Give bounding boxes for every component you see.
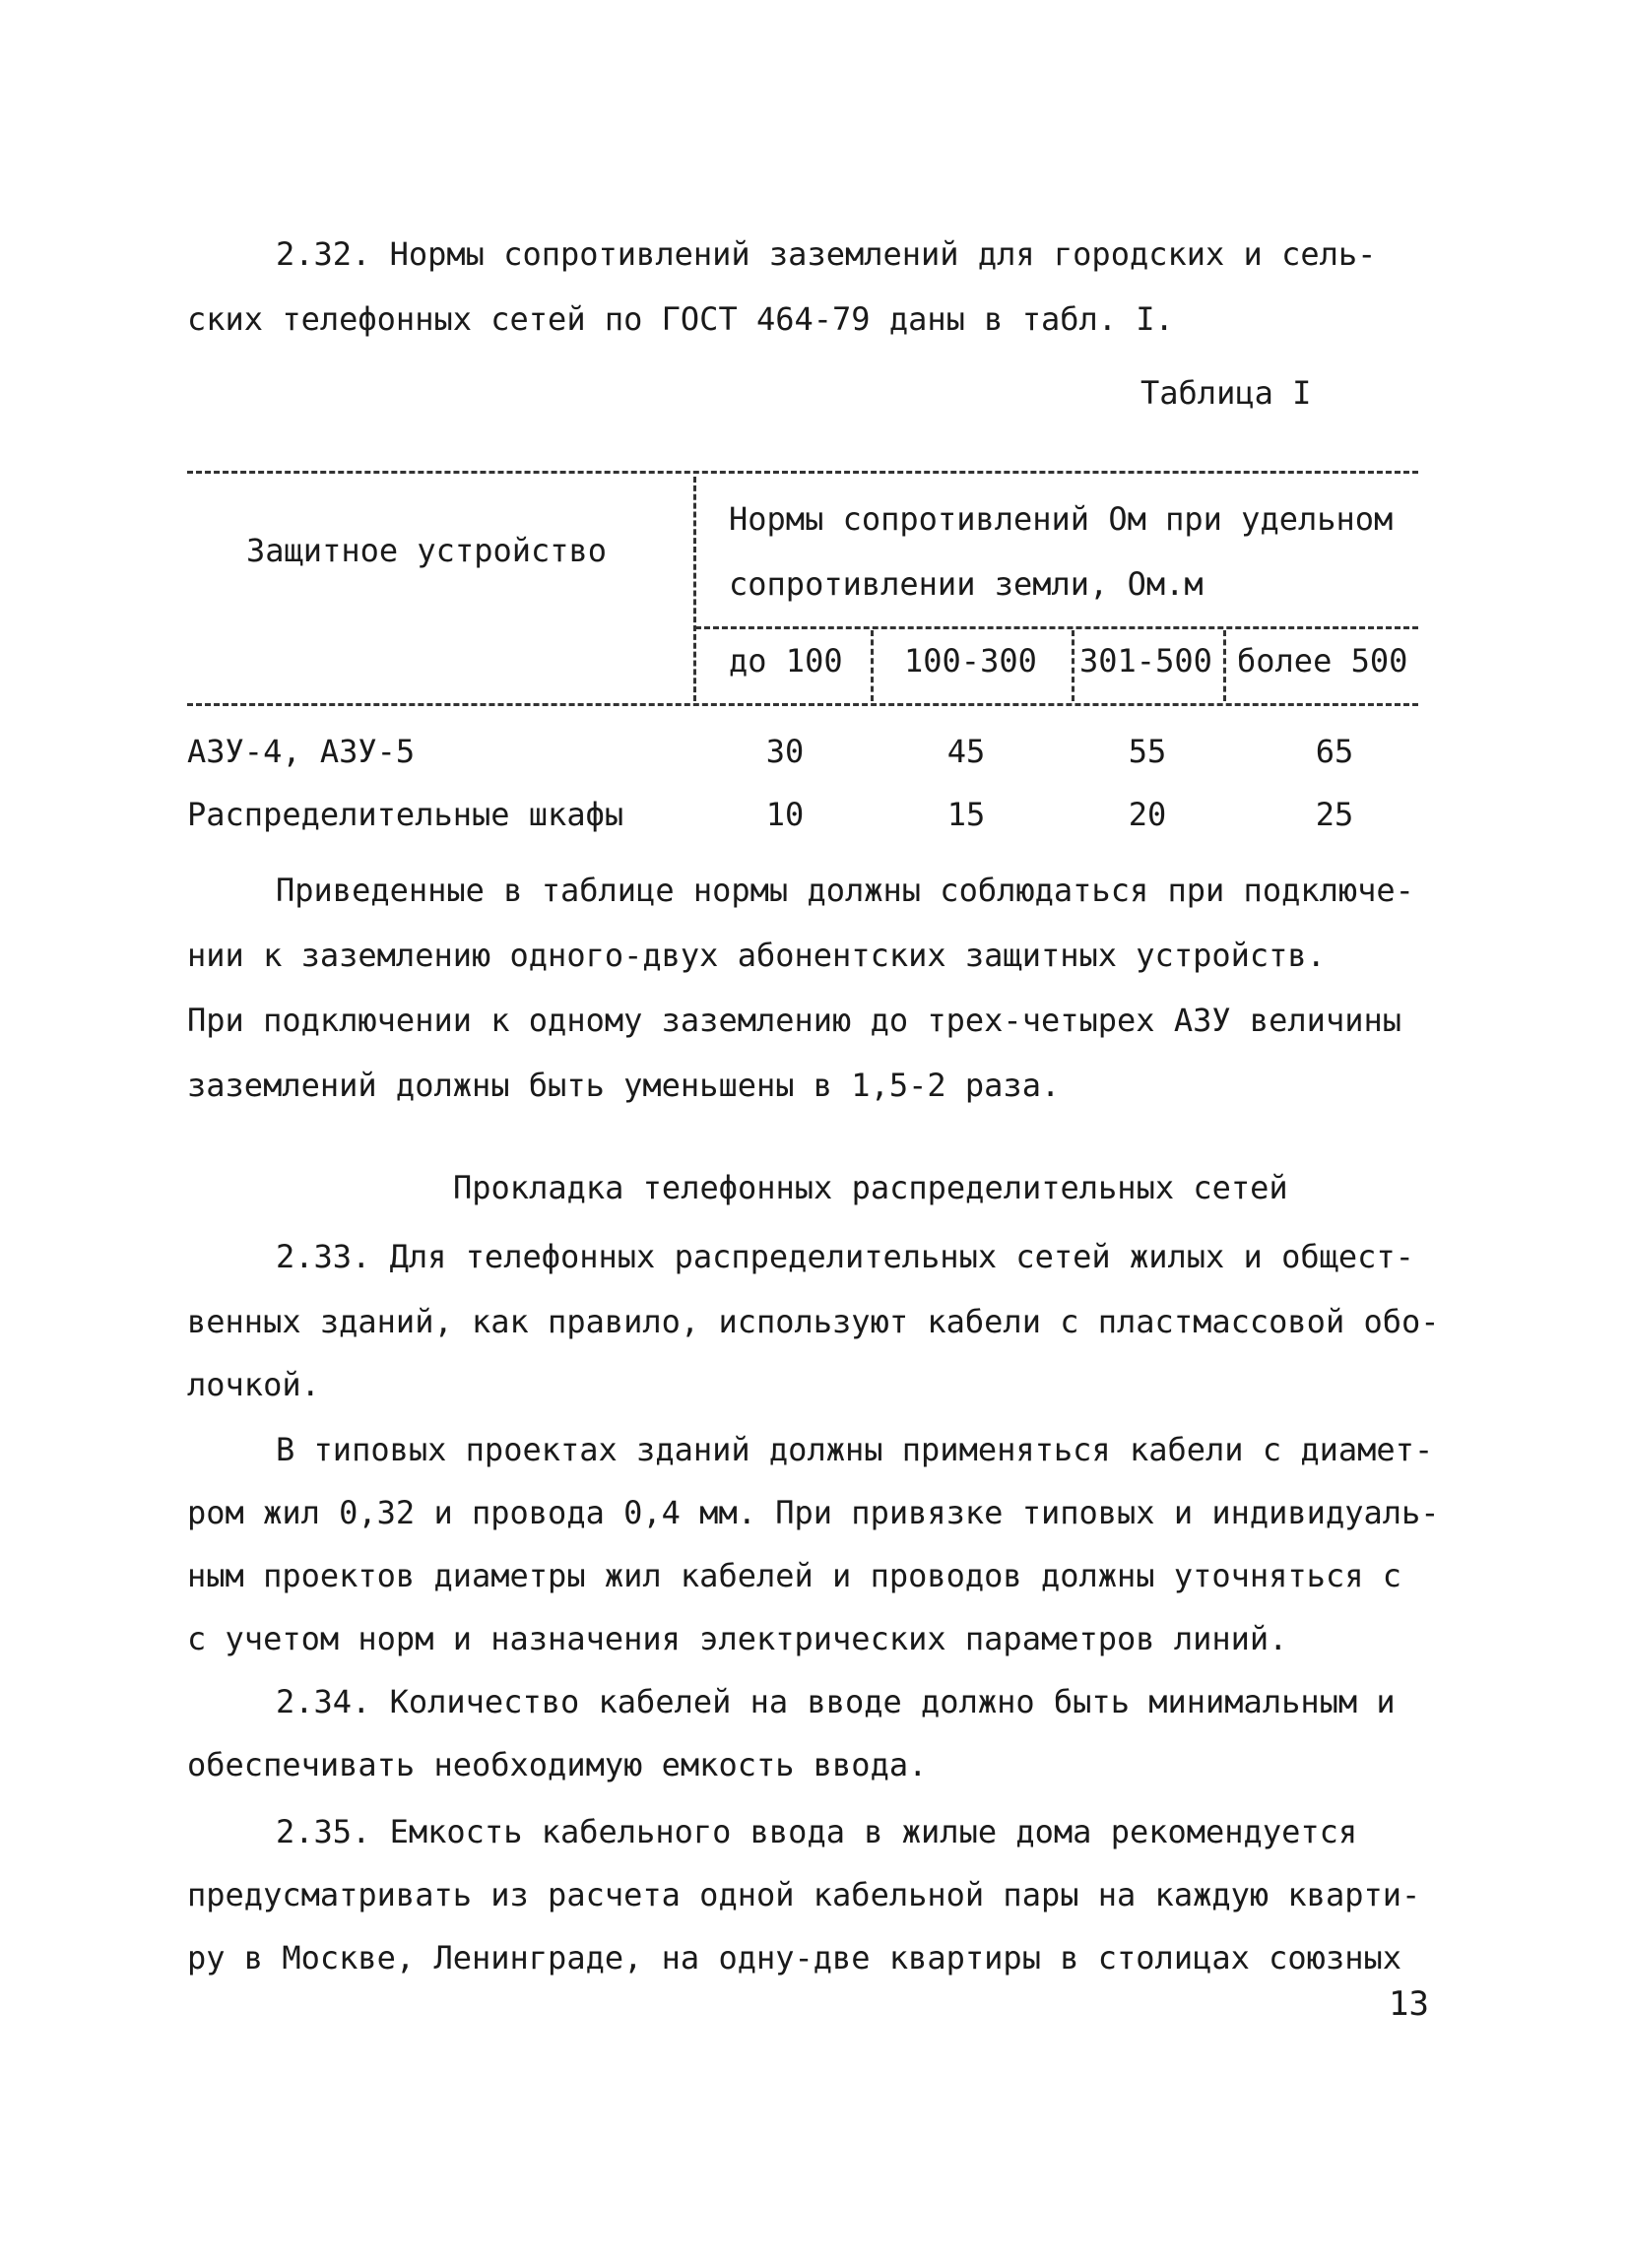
para-233b-line-1: В типовых проектах зданий должны применяться кабели с диамет-	[276, 1431, 1434, 1468]
table-subheader-col-1: до 100	[729, 642, 843, 680]
para-232-line-1: 2.32. Нормы сопротивлений заземлений для городских и сель-	[276, 235, 1377, 273]
table-subheader-rule	[695, 626, 1418, 629]
para-233b-line-4: с учетом норм и назначения электрических параметров линий.	[187, 1620, 1288, 1657]
para-233-line-2: венных зданий, как правило, используют кабели с пластмассовой обо-	[187, 1303, 1440, 1340]
para-233b-line-2: ром жил 0,32 и провода 0,4 мм. При привязке типовых и индивидуаль-	[187, 1494, 1440, 1531]
section-heading: Прокладка телефонных распределительных сетей	[453, 1169, 1288, 1206]
table-vertical-divider-1	[871, 630, 874, 701]
table-subheader-col-2: 100-300	[904, 642, 1037, 680]
table-header-norms-line-1: Нормы сопротивлений Ом при удельном	[729, 500, 1394, 538]
para-234-line-1: 2.34. Количество кабелей на вводе должно быть минимальным и	[276, 1683, 1396, 1720]
table-cell: 15	[946, 796, 986, 833]
table-row-label: АЗУ-4, АЗУ-5	[187, 733, 416, 770]
table-subheader-col-4: более 500	[1237, 642, 1408, 680]
para-233b-line-3: ным проектов диаметры жил кабелей и проводов должны уточняться с	[187, 1557, 1401, 1594]
para-after-table-line-2: нии к заземлению одного-двух абонентских защитных устройств.	[187, 937, 1326, 974]
table-vertical-divider-main	[693, 477, 696, 701]
table-vertical-divider-3	[1223, 630, 1226, 701]
para-233-line-1: 2.33. Для телефонных распределительных сетей жилых и общест-	[276, 1238, 1414, 1275]
table-cell: 45	[946, 733, 986, 770]
table-vertical-divider-2	[1072, 630, 1074, 701]
table-cell: 25	[1315, 796, 1354, 833]
para-235-line-2: предусматривать из расчета одной кабельной пары на каждую кварти-	[187, 1876, 1421, 1913]
table-subheader-col-3: 301-500	[1079, 642, 1212, 680]
para-235-line-1: 2.35. Емкость кабельного ввода в жилые дома рекомендуется	[276, 1813, 1358, 1850]
table-cell: 55	[1128, 733, 1167, 770]
table-cell: 10	[765, 796, 805, 833]
table-top-rule	[187, 471, 1418, 474]
table-cell: 65	[1315, 733, 1354, 770]
table-header-device: Защитное устройство	[246, 532, 608, 569]
table-header-bottom-rule	[187, 703, 1418, 706]
para-233-line-3: лочкой.	[187, 1366, 320, 1403]
page-number: 13	[1389, 1984, 1429, 2024]
para-after-table-line-4: заземлений должны быть уменьшены в 1,5-2 раза.	[187, 1067, 1061, 1104]
table-cell: 30	[765, 733, 805, 770]
table-title: Таблица I	[1140, 374, 1312, 412]
para-after-table-line-3: При подключении к одному заземлению до трех-четырех АЗУ величины	[187, 1002, 1401, 1039]
table-row-label: Распределительные шкафы	[187, 796, 624, 833]
para-232-line-2: ских телефонных сетей по ГОСТ 464-79 даны в табл. I.	[187, 300, 1174, 338]
para-234-line-2: обеспечивать необходимую емкость ввода.	[187, 1746, 928, 1783]
table-header-norms-line-2: сопротивлении земли, Ом.м	[729, 565, 1204, 603]
table-cell: 20	[1128, 796, 1167, 833]
para-235-line-3: ру в Москве, Ленинграде, на одну-две квартиры в столицах союзных	[187, 1939, 1401, 1976]
para-after-table-line-1: Приведенные в таблице нормы должны соблюдаться при подключе-	[276, 872, 1414, 909]
